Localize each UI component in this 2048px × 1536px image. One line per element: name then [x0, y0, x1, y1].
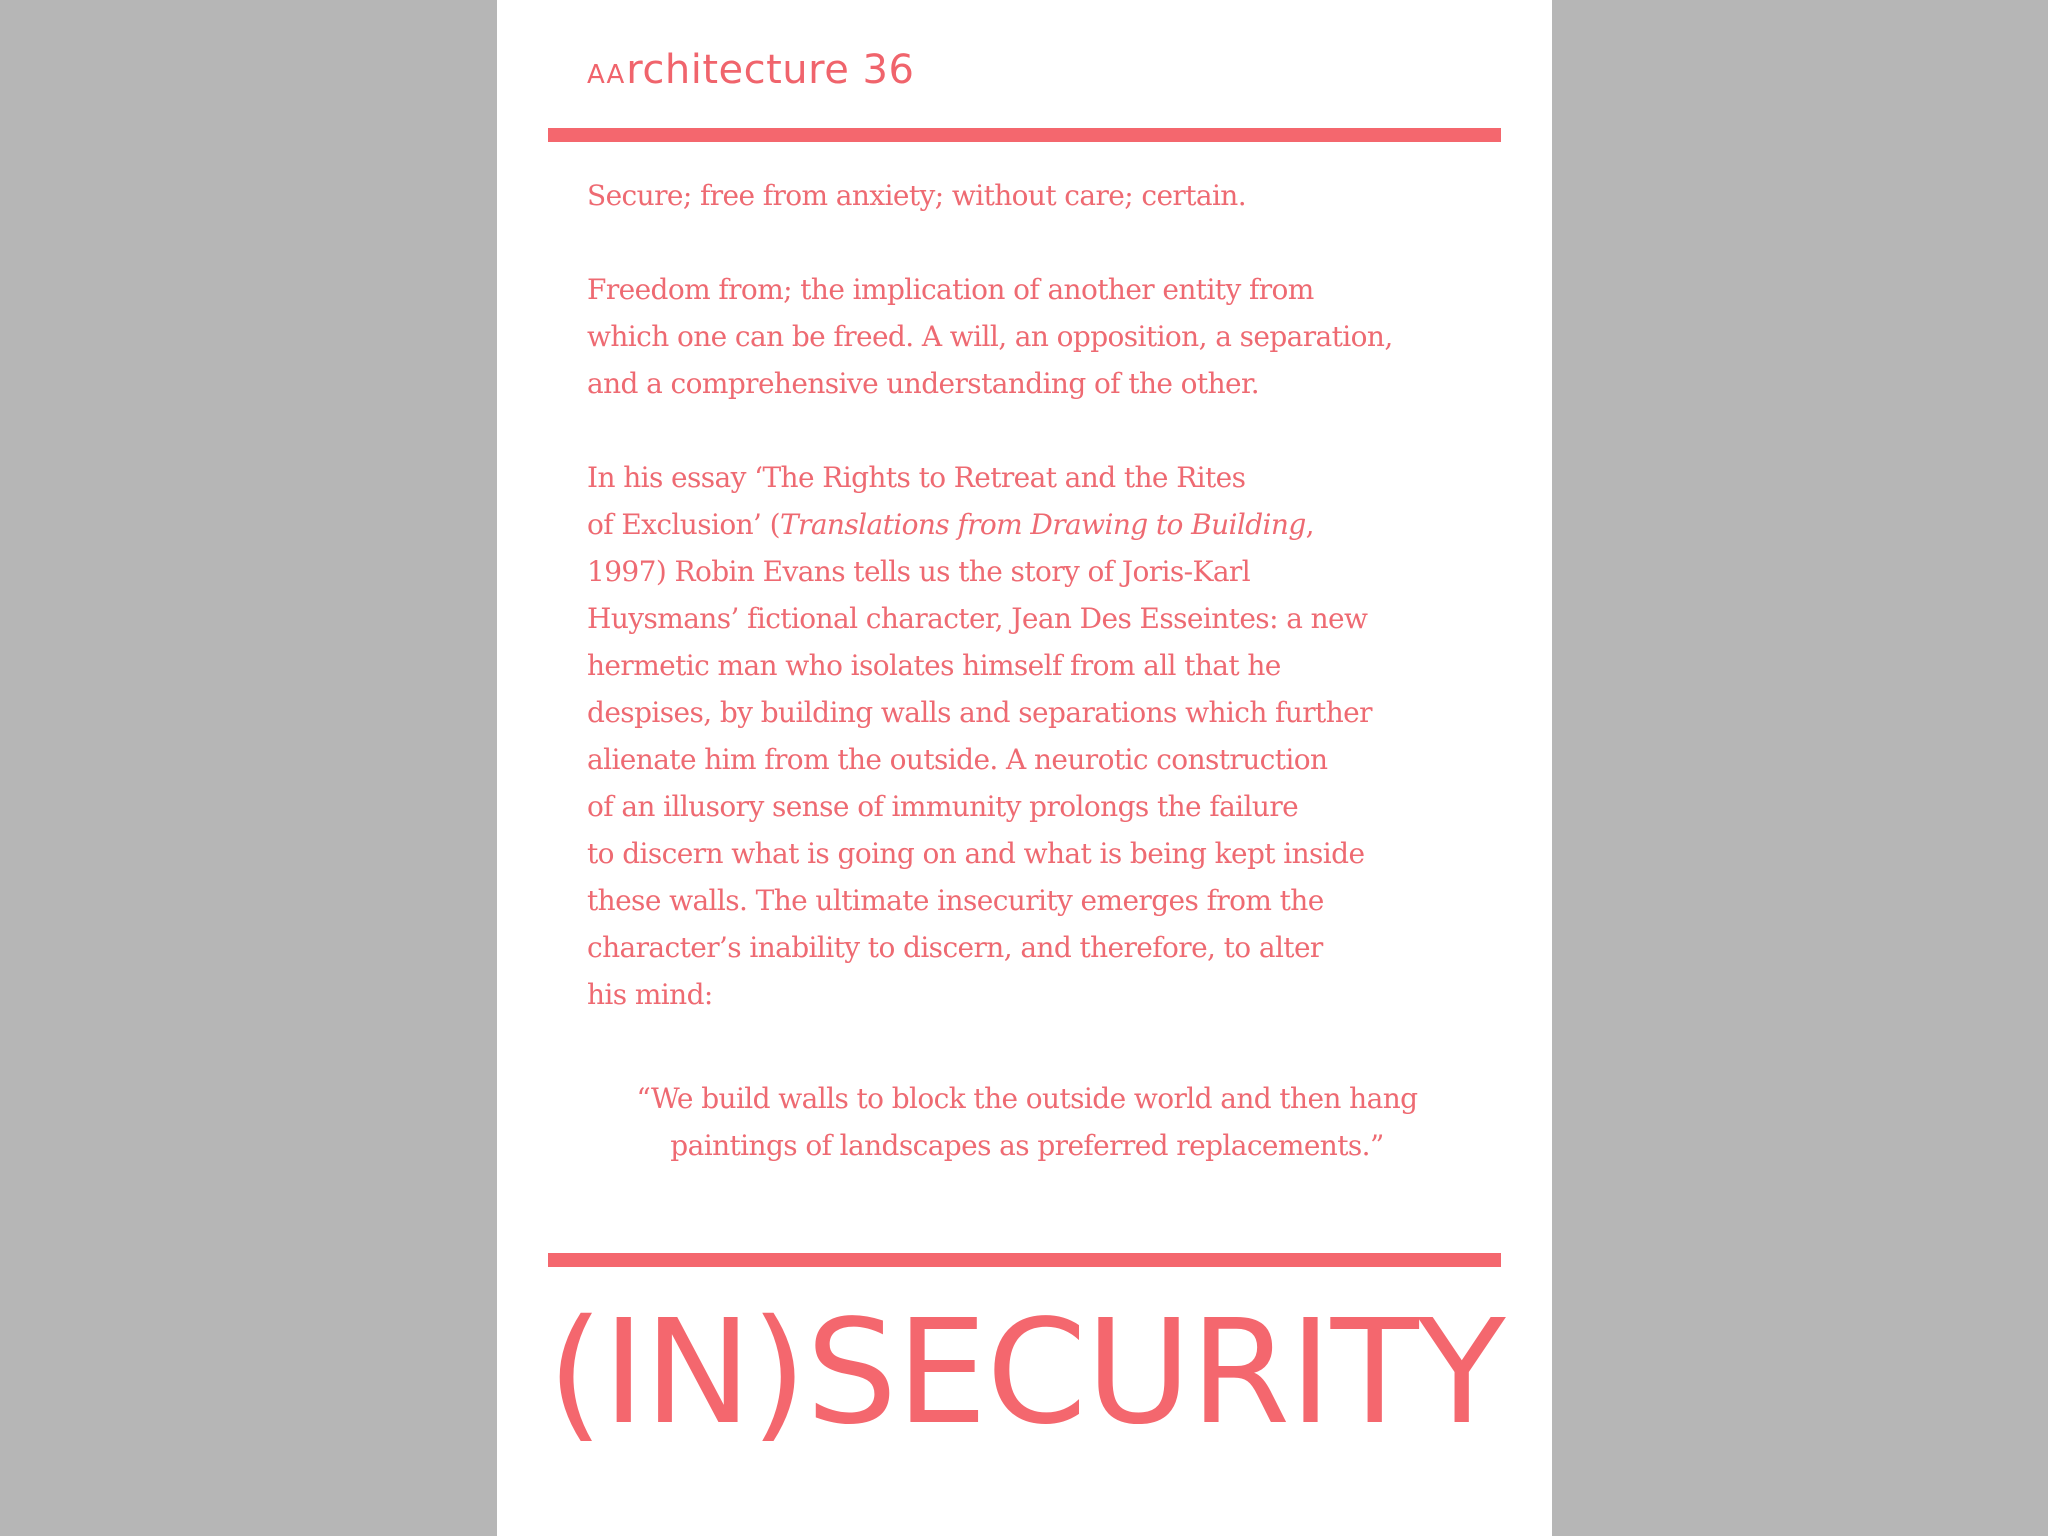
masthead-prefix: AA: [587, 60, 626, 90]
masthead: [587, 47, 915, 93]
citation-post: ,: [1305, 508, 1314, 541]
bottom-divider: [548, 1253, 1501, 1267]
text-line: 1997) Robin Evans tells us the story of Joris-Karl: [587, 555, 1251, 588]
text-line-citation: [587, 501, 1487, 548]
text-line: Huysmans’ fictional character, Jean Des Esseintes: a new: [587, 602, 1368, 635]
paragraph-definition: [587, 172, 1487, 219]
text-line: character’s inability to discern, and therefore, to alter: [587, 931, 1323, 964]
text-line: and a comprehensive understanding of the other.: [587, 367, 1259, 400]
paragraph-essay: [587, 454, 1487, 1018]
document-page: [497, 0, 1552, 1536]
text-line: despises, by building walls and separations which further: [587, 696, 1372, 729]
text-line: these walls. The ultimate insecurity emerges from the: [587, 884, 1324, 917]
paragraph-freedom: [587, 266, 1487, 407]
top-divider: [548, 128, 1501, 142]
text-line: his mind:: [587, 978, 713, 1011]
text-line: alienate him from the outside. A neurotic construction: [587, 743, 1328, 776]
text-line: which one can be freed. A will, an opposition, a separation,: [587, 320, 1393, 353]
quote-line: “We build walls to block the outside world and then hang: [636, 1082, 1418, 1115]
body-text: [587, 172, 1487, 1065]
text-line: Freedom from; the implication of another entity from: [587, 273, 1314, 306]
text-line: Secure; free from anxiety; without care; certain.: [587, 179, 1247, 212]
citation-pre: of Exclusion’ (: [587, 508, 780, 541]
text-line: to discern what is going on and what is being kept inside: [587, 837, 1365, 870]
block-quote: [587, 1075, 1467, 1169]
text-line: hermetic man who isolates himself from all that he: [587, 649, 1281, 682]
book-title: Translations from Drawing to Building: [779, 508, 1306, 541]
issue-title: (IN)SECURITY: [547, 1288, 1505, 1456]
text-line: In his essay ‘The Rights to Retreat and the Rites: [587, 461, 1246, 494]
text-line: of an illusory sense of immunity prolongs the failure: [587, 790, 1299, 823]
quote-line: paintings of landscapes as preferred replacements.”: [670, 1129, 1384, 1162]
masthead-title: rchitecture 36: [626, 47, 915, 93]
